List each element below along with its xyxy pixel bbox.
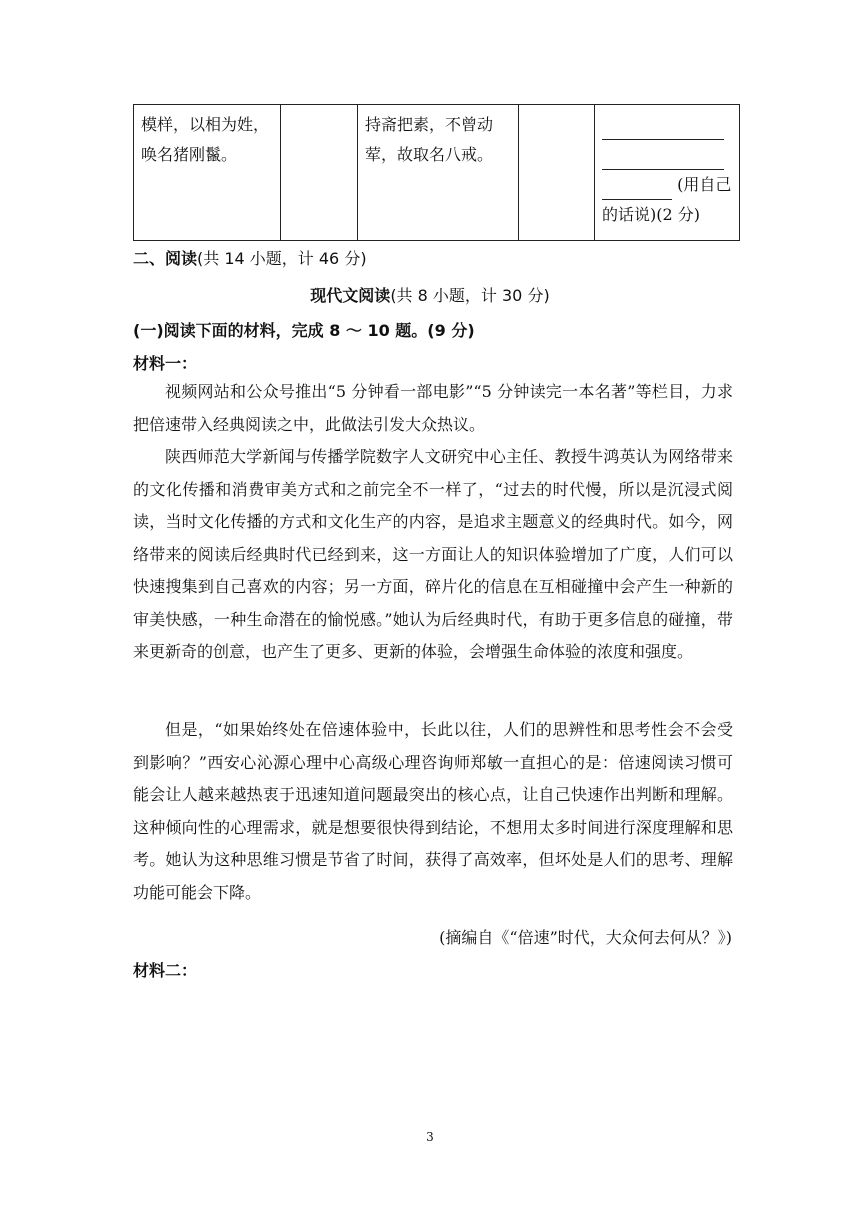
table-cell-answer (595, 105, 740, 241)
answer-blank-line[interactable] (602, 177, 672, 200)
section-title: 二、阅读 (133, 249, 198, 268)
paragraph: 视频网站和公众号推出“5 分钟看一部电影”“5 分钟读完一本名著”等栏目，力求把倍速带入经典阅读之中，此做法引发大众热议。 (133, 382, 733, 434)
page-number: 3 (426, 1130, 434, 1144)
paragraph: 但是，“如果始终处在倍速体验中，长此以往，人们的思辨性和思考性会不会受到影响？”西安心沁源心理中心高级心理咨询师郑敏一直担心的是：倍速阅读习惯可能会让人越来越热衷于迅速知道问题最突出的核心点，让自己快速作出判断和理解。这种倾向性的心理需求，就是想要很快得到结论，不想用太多时间进行深度理解和思考。她认为这种思维习惯是节省了时间，获得了高效率，但坏处是人们的思考、理解功能可能会下降。 (133, 720, 733, 902)
answer-table-fragment (133, 104, 740, 241)
table-cell-empty (281, 105, 358, 241)
subsection-title: 现代文阅读 (310, 286, 391, 305)
answer-blank-line[interactable] (602, 147, 724, 170)
paragraph: 陕西师范大学新闻与传播学院数字人文研究中心主任、教授牛鸿英认为网络带来的文化传播和消费审美方式和之前完全不一样了，“过去的时代慢，所以是沉浸式阅读，当时文化传播的方式和文化生产的内容，是追求主题意义的经典时代。如今，网络带来的阅读后经典时代已经到来，这一方面让人的知识体验增加了广度，人们可以快速搜集到自己喜欢的内容；另一方面，碎片化的信息在互相碰撞中会产生一种新的审美快感，一种生命潜在的愉悦感。”她认为后经典时代，有助于更多信息的碰撞，带来更新奇的创意，也产生了更多、更新的体验，会增强生命体验的浓度和强度。 (133, 447, 733, 661)
material-label: 材料二： (133, 961, 198, 980)
section-score: (共 14 小题，计 46 分) (197, 249, 367, 268)
material-label: 材料一： (133, 354, 198, 373)
answer-blank-line[interactable] (602, 117, 724, 140)
answer-hint: (用自己的话说)(2 分) (602, 175, 732, 224)
table-row (134, 105, 740, 241)
cell-text: 持斋把素，不曾动荤，故取名八戒。 (365, 115, 494, 164)
subsection-heading (0, 283, 860, 306)
table-cell-origin (134, 105, 281, 241)
subsection-score: (共 8 小题，计 30 分) (390, 286, 550, 305)
table-cell-bajie (358, 105, 519, 241)
cell-text: 模样，以相为姓，唤名猪刚鬣。 (141, 115, 270, 164)
source-note: (摘编自《“倍速”时代，大众何去何从？》) (439, 928, 732, 947)
table-cell-empty (519, 105, 595, 241)
question-intro: (一)阅读下面的材料，完成 8 ～ 10 题。(9 分) (133, 321, 475, 340)
section-heading (133, 246, 367, 269)
